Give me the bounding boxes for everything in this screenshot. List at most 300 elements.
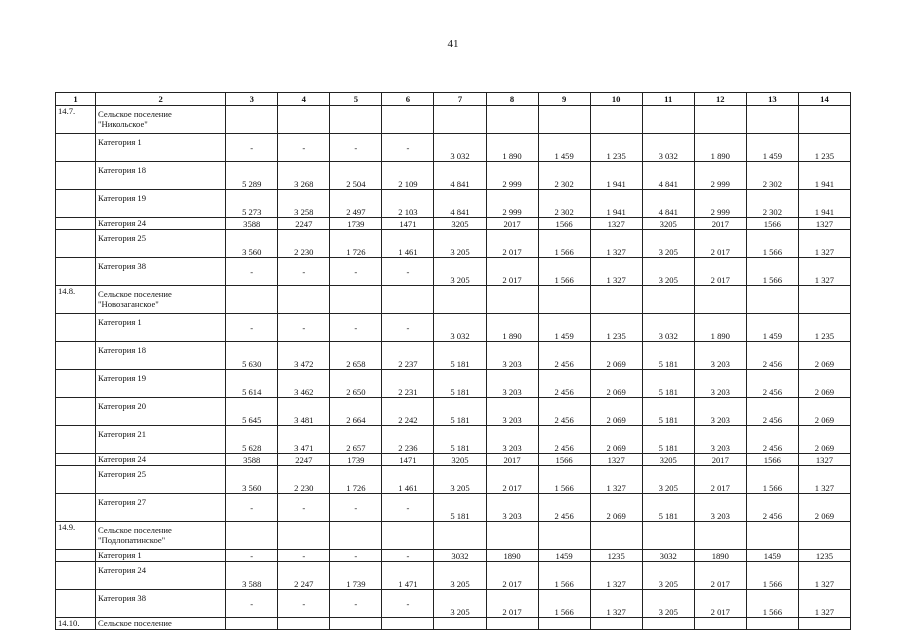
- row-name: [96, 190, 226, 218]
- value-cell: 5 181: [642, 342, 694, 370]
- value-cell: 2 664: [330, 398, 382, 426]
- row-code: 14.10.: [56, 618, 96, 630]
- value-cell: 1 461: [382, 466, 434, 494]
- value-cell: 2 650: [330, 370, 382, 398]
- value-cell: [278, 106, 330, 134]
- value-cell: [382, 286, 434, 314]
- value-cell: 3 472: [278, 342, 330, 370]
- value-cell: 2 237: [382, 342, 434, 370]
- value-cell: [486, 522, 538, 550]
- value-cell: 3 203: [486, 370, 538, 398]
- row-name: [96, 286, 226, 314]
- row-name-line: Категория 27: [98, 497, 147, 507]
- value-cell: 1 941: [798, 162, 850, 190]
- settlement-row: [56, 522, 851, 550]
- value-cell: [226, 522, 278, 550]
- value-cell: 3 203: [486, 426, 538, 454]
- row-code: [56, 562, 96, 590]
- value-cell: 2 069: [590, 426, 642, 454]
- value-cell: 2 247: [278, 562, 330, 590]
- value-cell: 1 235: [590, 134, 642, 162]
- value-cell: 1 327: [798, 258, 850, 286]
- value-cell: 1 235: [590, 314, 642, 342]
- value-cell: 5 181: [642, 426, 694, 454]
- value-cell: 2 230: [278, 230, 330, 258]
- value-cell: [382, 618, 434, 630]
- value-cell: 3 032: [642, 134, 694, 162]
- value-cell: 1 459: [538, 134, 590, 162]
- value-cell: -: [330, 134, 382, 162]
- value-cell: 3 205: [434, 562, 486, 590]
- value-cell: 3032: [434, 550, 486, 562]
- value-cell: 3588: [226, 218, 278, 230]
- value-cell: [590, 106, 642, 134]
- value-cell: 3 205: [642, 258, 694, 286]
- value-cell: -: [330, 314, 382, 342]
- value-cell: 1 459: [746, 314, 798, 342]
- value-cell: 2 069: [590, 370, 642, 398]
- row-code: 14.8.: [56, 286, 96, 314]
- value-cell: 1 890: [486, 314, 538, 342]
- row-code: [56, 494, 96, 522]
- value-cell: 2 017: [486, 466, 538, 494]
- column-number-1: 1: [56, 93, 96, 106]
- value-cell: 2 456: [746, 370, 798, 398]
- row-name: [96, 454, 226, 466]
- value-cell: -: [382, 134, 434, 162]
- value-cell: 2 999: [694, 190, 746, 218]
- value-cell: [642, 286, 694, 314]
- row-code: [56, 218, 96, 230]
- value-cell: 3 268: [278, 162, 330, 190]
- value-cell: 1471: [382, 218, 434, 230]
- value-cell: [746, 618, 798, 630]
- value-cell: 1 890: [486, 134, 538, 162]
- value-cell: 1 890: [694, 134, 746, 162]
- row-name-line: Сельское поселение: [98, 618, 172, 628]
- value-cell: 3 471: [278, 426, 330, 454]
- value-cell: 1 327: [798, 590, 850, 618]
- category-row: [56, 550, 851, 562]
- row-name: [96, 230, 226, 258]
- row-name-line: Категория 24: [98, 218, 147, 228]
- value-cell: 2 017: [694, 562, 746, 590]
- value-cell: [746, 286, 798, 314]
- column-number-14: 14: [798, 93, 850, 106]
- value-cell: 3 462: [278, 370, 330, 398]
- table-body: [56, 93, 851, 630]
- row-code: [56, 398, 96, 426]
- value-cell: [434, 286, 486, 314]
- column-number-8: 8: [486, 93, 538, 106]
- value-cell: 2247: [278, 454, 330, 466]
- value-cell: 1 726: [330, 466, 382, 494]
- row-code: [56, 454, 96, 466]
- value-cell: 1 566: [746, 466, 798, 494]
- value-cell: 2 456: [746, 342, 798, 370]
- value-cell: [642, 522, 694, 550]
- row-name: [96, 522, 226, 550]
- value-cell: 1327: [590, 218, 642, 230]
- value-cell: 2 109: [382, 162, 434, 190]
- value-cell: 1 566: [538, 466, 590, 494]
- value-cell: 1566: [746, 454, 798, 466]
- value-cell: 2 069: [798, 426, 850, 454]
- value-cell: 2 017: [486, 590, 538, 618]
- value-cell: 3 560: [226, 466, 278, 494]
- value-cell: 2 069: [590, 494, 642, 522]
- row-code: [56, 550, 96, 562]
- row-name-line: Категория 25: [98, 233, 147, 243]
- value-cell: [330, 618, 382, 630]
- value-cell: [590, 618, 642, 630]
- category-row: [56, 370, 851, 398]
- value-cell: [226, 286, 278, 314]
- value-cell: 3 203: [694, 342, 746, 370]
- value-cell: 5 614: [226, 370, 278, 398]
- value-cell: 5 181: [434, 398, 486, 426]
- value-cell: 4 841: [642, 190, 694, 218]
- row-name-line: Категория 19: [98, 193, 147, 203]
- row-name: [96, 426, 226, 454]
- value-cell: 5 645: [226, 398, 278, 426]
- value-cell: [538, 106, 590, 134]
- row-code: [56, 162, 96, 190]
- value-cell: 3 205: [434, 466, 486, 494]
- value-cell: 2 456: [746, 426, 798, 454]
- value-cell: 1 461: [382, 230, 434, 258]
- row-name: [96, 550, 226, 562]
- value-cell: 2 999: [694, 162, 746, 190]
- category-row: [56, 342, 851, 370]
- row-code: [56, 342, 96, 370]
- value-cell: [590, 522, 642, 550]
- category-row: [56, 314, 851, 342]
- value-cell: 3 258: [278, 190, 330, 218]
- value-cell: 2 456: [746, 494, 798, 522]
- row-code: [56, 590, 96, 618]
- value-cell: 3 205: [642, 466, 694, 494]
- category-row: [56, 258, 851, 286]
- value-cell: -: [226, 590, 278, 618]
- value-cell: [330, 106, 382, 134]
- value-cell: [434, 618, 486, 630]
- value-cell: 5 181: [434, 342, 486, 370]
- value-cell: 2 017: [486, 562, 538, 590]
- value-cell: 1235: [798, 550, 850, 562]
- value-cell: -: [278, 590, 330, 618]
- value-cell: 3205: [642, 218, 694, 230]
- column-number-4: 4: [278, 93, 330, 106]
- value-cell: -: [330, 550, 382, 562]
- value-cell: 3 205: [642, 562, 694, 590]
- value-cell: 2 069: [798, 370, 850, 398]
- column-number-7: 7: [434, 93, 486, 106]
- value-cell: 1566: [538, 454, 590, 466]
- value-cell: 5 181: [642, 398, 694, 426]
- row-name-line: "Никольское": [98, 119, 148, 129]
- page-number: 41: [447, 38, 459, 50]
- category-row: [56, 454, 851, 466]
- value-cell: -: [330, 258, 382, 286]
- value-cell: 3 203: [486, 342, 538, 370]
- value-cell: [434, 106, 486, 134]
- value-cell: 1327: [798, 454, 850, 466]
- column-number-11: 11: [642, 93, 694, 106]
- value-cell: 2 103: [382, 190, 434, 218]
- value-cell: 1 327: [798, 562, 850, 590]
- value-cell: 1 566: [746, 258, 798, 286]
- value-cell: 3 203: [694, 494, 746, 522]
- value-cell: 2017: [486, 218, 538, 230]
- value-cell: [642, 106, 694, 134]
- row-code: [56, 134, 96, 162]
- value-cell: -: [330, 494, 382, 522]
- value-cell: 1 459: [538, 314, 590, 342]
- row-name: [96, 162, 226, 190]
- value-cell: 2 236: [382, 426, 434, 454]
- value-cell: 1 941: [798, 190, 850, 218]
- value-cell: -: [278, 134, 330, 162]
- row-name-line: Категория 25: [98, 469, 147, 479]
- row-name-line: "Подлопатинское": [98, 535, 166, 545]
- value-cell: 1 327: [590, 230, 642, 258]
- value-cell: 4 841: [434, 190, 486, 218]
- row-name-line: Категория 19: [98, 373, 147, 383]
- row-name-line: Сельское поселение: [98, 525, 172, 535]
- value-cell: 2 302: [538, 190, 590, 218]
- row-name: [96, 618, 226, 630]
- value-cell: 2 302: [538, 162, 590, 190]
- value-cell: 2 017: [694, 590, 746, 618]
- category-row: [56, 494, 851, 522]
- value-cell: 3588: [226, 454, 278, 466]
- value-cell: 2 069: [798, 342, 850, 370]
- value-cell: 1 459: [746, 134, 798, 162]
- value-cell: 2 497: [330, 190, 382, 218]
- row-name-line: Категория 18: [98, 345, 147, 355]
- value-cell: 2 657: [330, 426, 382, 454]
- value-cell: -: [278, 494, 330, 522]
- value-cell: 2 456: [538, 426, 590, 454]
- value-cell: -: [382, 314, 434, 342]
- value-cell: 1 327: [590, 258, 642, 286]
- value-cell: 1 566: [538, 230, 590, 258]
- tariff-table: [55, 92, 851, 630]
- value-cell: 5 273: [226, 190, 278, 218]
- value-cell: [746, 106, 798, 134]
- category-row: [56, 398, 851, 426]
- value-cell: 3 205: [434, 230, 486, 258]
- row-name-line: "Новозаганское": [98, 299, 159, 309]
- row-name-line: Сельское поселение: [98, 289, 172, 299]
- value-cell: 2 456: [538, 398, 590, 426]
- value-cell: 1459: [538, 550, 590, 562]
- value-cell: 2 242: [382, 398, 434, 426]
- category-row: [56, 230, 851, 258]
- value-cell: 5 628: [226, 426, 278, 454]
- value-cell: 1 566: [538, 590, 590, 618]
- value-cell: 1739: [330, 454, 382, 466]
- value-cell: 3 203: [694, 370, 746, 398]
- value-cell: -: [226, 134, 278, 162]
- value-cell: 1 327: [590, 562, 642, 590]
- value-cell: 2 456: [538, 494, 590, 522]
- value-cell: [694, 618, 746, 630]
- value-cell: -: [382, 258, 434, 286]
- value-cell: 2 230: [278, 466, 330, 494]
- column-number-header-row: [56, 93, 851, 106]
- row-name-line: Сельское поселение: [98, 109, 172, 119]
- row-name-line: Категория 38: [98, 261, 147, 271]
- row-name: [96, 218, 226, 230]
- value-cell: 2 017: [694, 466, 746, 494]
- value-cell: -: [278, 314, 330, 342]
- value-cell: 1 235: [798, 314, 850, 342]
- value-cell: 1890: [694, 550, 746, 562]
- value-cell: [798, 618, 850, 630]
- column-number-6: 6: [382, 93, 434, 106]
- value-cell: [278, 286, 330, 314]
- value-cell: 4 841: [434, 162, 486, 190]
- row-code: [56, 466, 96, 494]
- row-name: [96, 562, 226, 590]
- value-cell: 2 017: [694, 258, 746, 286]
- value-cell: 1 327: [798, 230, 850, 258]
- value-cell: 2 456: [538, 342, 590, 370]
- column-number-10: 10: [590, 93, 642, 106]
- row-name: [96, 342, 226, 370]
- row-name-line: Категория 18: [98, 165, 147, 175]
- column-number-2: 2: [96, 93, 226, 106]
- value-cell: 5 181: [434, 370, 486, 398]
- column-number-13: 13: [746, 93, 798, 106]
- value-cell: [798, 522, 850, 550]
- value-cell: 5 630: [226, 342, 278, 370]
- row-name: [96, 398, 226, 426]
- category-row: [56, 426, 851, 454]
- value-cell: 1 471: [382, 562, 434, 590]
- value-cell: 1 726: [330, 230, 382, 258]
- value-cell: [486, 286, 538, 314]
- value-cell: 1 327: [590, 466, 642, 494]
- category-row: [56, 190, 851, 218]
- value-cell: 1 566: [538, 258, 590, 286]
- value-cell: [382, 522, 434, 550]
- value-cell: -: [330, 590, 382, 618]
- value-cell: 3 032: [434, 134, 486, 162]
- value-cell: 5 181: [434, 426, 486, 454]
- value-cell: 2 069: [590, 342, 642, 370]
- value-cell: -: [382, 550, 434, 562]
- value-cell: 1471: [382, 454, 434, 466]
- value-cell: -: [226, 494, 278, 522]
- value-cell: [278, 522, 330, 550]
- value-cell: [798, 286, 850, 314]
- value-cell: 1 566: [746, 230, 798, 258]
- row-name: [96, 494, 226, 522]
- value-cell: 5 181: [642, 494, 694, 522]
- value-cell: 2 231: [382, 370, 434, 398]
- row-name-line: Категория 1: [98, 137, 142, 147]
- value-cell: 3205: [434, 454, 486, 466]
- value-cell: -: [226, 314, 278, 342]
- value-cell: 3 588: [226, 562, 278, 590]
- value-cell: 2 999: [486, 190, 538, 218]
- value-cell: 1 235: [798, 134, 850, 162]
- column-number-12: 12: [694, 93, 746, 106]
- value-cell: 3 203: [486, 494, 538, 522]
- category-row: [56, 590, 851, 618]
- value-cell: 5 181: [642, 370, 694, 398]
- value-cell: 1 941: [590, 162, 642, 190]
- row-code: 14.7.: [56, 106, 96, 134]
- value-cell: [330, 522, 382, 550]
- value-cell: 1 890: [694, 314, 746, 342]
- value-cell: 2 017: [486, 230, 538, 258]
- value-cell: [538, 522, 590, 550]
- value-cell: 3 203: [486, 398, 538, 426]
- value-cell: [694, 522, 746, 550]
- value-cell: 1 566: [538, 562, 590, 590]
- value-cell: 2 504: [330, 162, 382, 190]
- value-cell: 3 205: [642, 230, 694, 258]
- value-cell: 1 327: [798, 466, 850, 494]
- value-cell: 1327: [798, 218, 850, 230]
- value-cell: [434, 522, 486, 550]
- value-cell: 2 017: [486, 258, 538, 286]
- value-cell: 1890: [486, 550, 538, 562]
- row-code: [56, 258, 96, 286]
- value-cell: 1566: [746, 218, 798, 230]
- value-cell: 5 289: [226, 162, 278, 190]
- row-name: [96, 466, 226, 494]
- value-cell: [486, 618, 538, 630]
- row-name: [96, 258, 226, 286]
- value-cell: 2 302: [746, 162, 798, 190]
- value-cell: 3 032: [434, 314, 486, 342]
- row-code: [56, 190, 96, 218]
- row-name-line: Категория 38: [98, 593, 147, 603]
- category-row: [56, 218, 851, 230]
- value-cell: 3032: [642, 550, 694, 562]
- value-cell: [278, 618, 330, 630]
- value-cell: [226, 618, 278, 630]
- value-cell: 2 658: [330, 342, 382, 370]
- row-code: [56, 426, 96, 454]
- row-name-line: Категория 20: [98, 401, 147, 411]
- value-cell: [642, 618, 694, 630]
- column-number-5: 5: [330, 93, 382, 106]
- value-cell: 2 302: [746, 190, 798, 218]
- value-cell: -: [382, 590, 434, 618]
- row-code: [56, 370, 96, 398]
- row-name: [96, 106, 226, 134]
- value-cell: 1 566: [746, 562, 798, 590]
- column-number-9: 9: [538, 93, 590, 106]
- value-cell: 2 069: [590, 398, 642, 426]
- value-cell: 2 017: [694, 230, 746, 258]
- value-cell: 1235: [590, 550, 642, 562]
- value-cell: 2 456: [746, 398, 798, 426]
- settlement-row: [56, 286, 851, 314]
- value-cell: [538, 618, 590, 630]
- category-row: [56, 562, 851, 590]
- value-cell: [694, 286, 746, 314]
- value-cell: 3 205: [642, 590, 694, 618]
- row-code: 14.9.: [56, 522, 96, 550]
- value-cell: [382, 106, 434, 134]
